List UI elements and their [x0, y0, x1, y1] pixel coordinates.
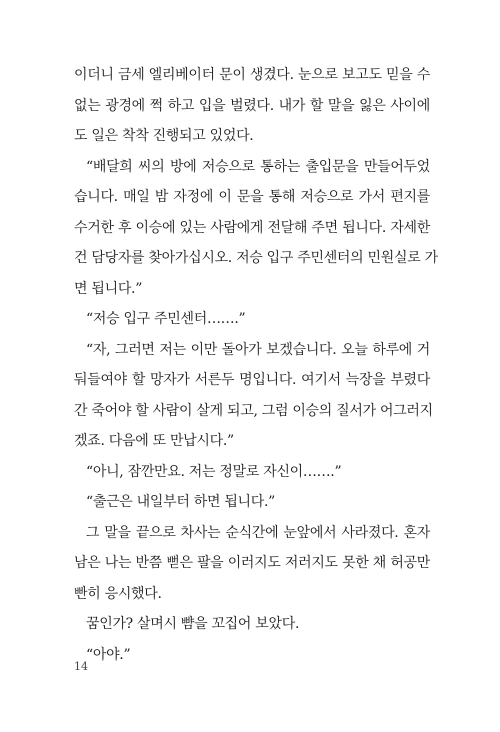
text-line: 꿈인가? 살며시 뺨을 꼬집어 보았다.	[86, 616, 300, 632]
paragraph	[74, 457, 430, 488]
text-line: 둬들여야 할 망자가 서른두 명입니다. 여기서 늑장을 부렸다	[74, 372, 430, 388]
text-line: 빤히 응시했다.	[74, 585, 162, 602]
text-line: 남은 나는 반쯤 뻗은 팔을 이러지도 저러지도 못한 채 허공만	[74, 555, 430, 571]
text-line: 이더니 금세 엘리베이터 문이 생겼다. 눈으로 보고도 믿을 수	[74, 67, 430, 83]
paragraph	[74, 518, 430, 610]
paragraph	[74, 487, 430, 518]
text-line: 수거한 후 이승에 있는 사람에게 전달해 주면 됩니다. 자세한	[74, 219, 430, 236]
text-line: 도 일은 착착 진행되고 있었다.	[74, 128, 254, 144]
page-number: 14	[74, 660, 88, 673]
text-line: “배달희 씨의 방에 저승으로 통하는 출입문을 만들어두었	[86, 158, 430, 175]
text-line: “출근은 내일부터 하면 됩니다.”	[86, 494, 276, 510]
text-line: 습니다. 매일 밤 자정에 이 문을 통해 저승으로 가서 편지를	[74, 189, 430, 205]
text-line: 면 됩니다.”	[74, 280, 143, 297]
paragraph	[74, 335, 433, 457]
text-line: “아니, 잠깐만요. 저는 정말로 자신이…….”	[86, 463, 342, 480]
text-line: 건 담당자를 찾아가십시오. 저승 입구 주민센터의 민원실로 가	[74, 250, 438, 266]
text-line: “저승 입구 주민센터…….”	[86, 311, 246, 327]
body-text	[74, 60, 438, 670]
text-line: “아야.”	[86, 646, 131, 663]
paragraph	[74, 60, 430, 152]
paragraph	[74, 304, 430, 335]
paragraph	[74, 640, 430, 671]
paragraph	[74, 609, 430, 640]
text-line: 겠죠. 다음에 또 만납시다.”	[74, 433, 234, 449]
text-line: 없는 광경에 쩍 하고 입을 벌렸다. 내가 할 말을 잃은 사이에	[74, 97, 430, 114]
text-line: “자, 그러면 저는 이만 돌아가 보겠습니다. 오늘 하루에 거	[86, 341, 430, 358]
text-line: 그 말을 끝으로 차사는 순식간에 눈앞에서 사라졌다. 혼자	[86, 524, 430, 541]
paragraph	[74, 152, 438, 305]
text-line: 간 죽어야 할 사람이 살게 되고, 그럼 이승의 질서가 어그러지	[74, 402, 433, 419]
